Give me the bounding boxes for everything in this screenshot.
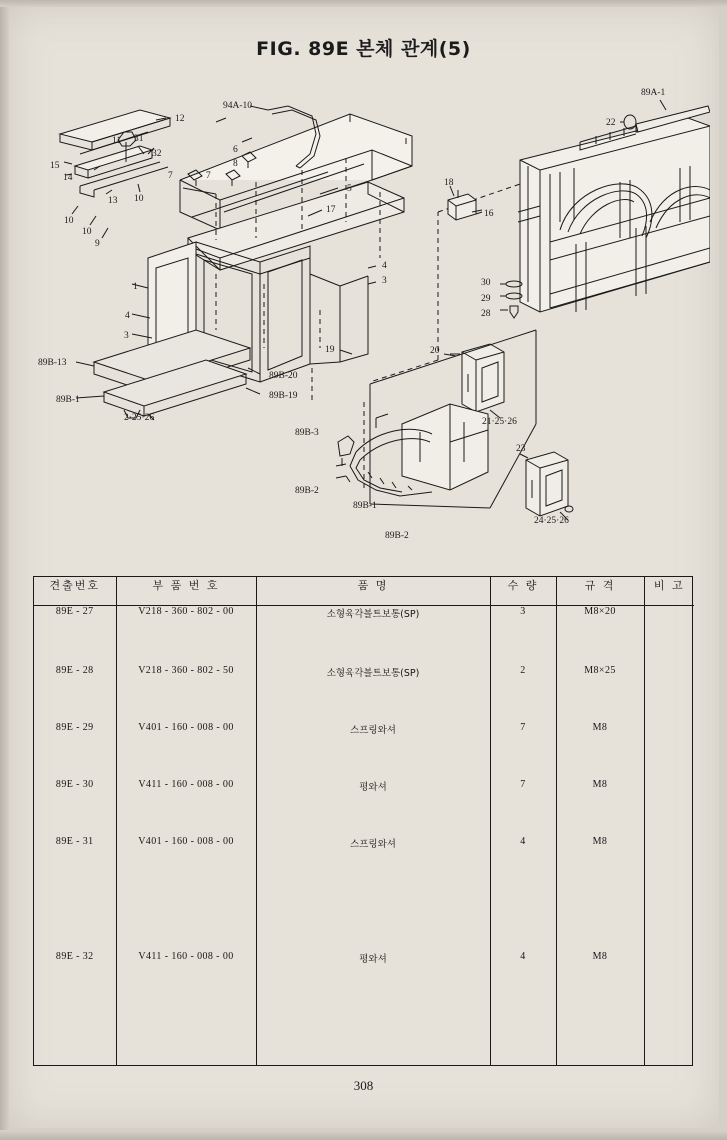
- callout-label: 11: [112, 136, 122, 146]
- cell-remark: [644, 836, 694, 893]
- callout-label: 10: [64, 216, 74, 226]
- cell-ref: [34, 893, 116, 950]
- table-row: [34, 836, 694, 893]
- cell-spec: [556, 893, 644, 950]
- callout-label: 89B-1: [353, 501, 377, 511]
- column-header-quantity: 수 량: [490, 577, 556, 606]
- callout-label: 10: [82, 227, 92, 237]
- cell-remark: [644, 722, 694, 779]
- callout-label: 8: [233, 159, 238, 169]
- callout-label: 89B-1: [56, 395, 80, 405]
- cell-name: [256, 893, 490, 950]
- callout-label: 24·25·26: [534, 516, 569, 526]
- callout-label: 19: [325, 345, 335, 355]
- callout-label: 89B-20: [269, 371, 298, 381]
- cell-quantity: 7: [490, 722, 556, 779]
- cell-ref: 89E - 32: [34, 951, 116, 1008]
- callout-label: 18: [444, 178, 454, 188]
- cell-quantity: 3: [490, 606, 556, 665]
- exploded-parts-diagram: [20, 62, 710, 552]
- table-row: [34, 951, 694, 1008]
- cell-remark: [644, 893, 694, 950]
- cell-name: 평와셔: [256, 779, 490, 836]
- cell-empty: [116, 1008, 256, 1065]
- callout-label: 3: [124, 331, 129, 341]
- callout-label: 2·25·26: [124, 413, 155, 423]
- parts-table-container: [33, 576, 693, 1066]
- table-row-filler: [34, 1008, 694, 1065]
- parts-table: [34, 577, 694, 1065]
- cell-spec: M8×25: [556, 665, 644, 722]
- cell-remark: [644, 779, 694, 836]
- table-row: [34, 779, 694, 836]
- callout-label: 89B-2: [385, 531, 409, 541]
- callout-label: 4: [125, 311, 130, 321]
- callout-label: 30: [481, 278, 491, 288]
- column-header-ref: 견출번호: [34, 577, 116, 606]
- cell-part-number: V218 - 360 - 802 - 00: [116, 606, 256, 665]
- table-row: [34, 665, 694, 722]
- cell-name: 스프링와셔: [256, 836, 490, 893]
- callout-label: 9: [95, 239, 100, 249]
- table-row: [34, 893, 694, 950]
- cell-ref: 89E - 30: [34, 779, 116, 836]
- cell-empty: [34, 1008, 116, 1065]
- column-header-remark: 비 고: [644, 577, 694, 606]
- callout-label: 31: [134, 134, 144, 144]
- cell-empty: [644, 1008, 694, 1065]
- cell-quantity: 4: [490, 951, 556, 1008]
- cell-remark: [644, 606, 694, 665]
- callout-label: 94A-10: [223, 101, 253, 111]
- cell-part-number: V401 - 160 - 008 - 00: [116, 836, 256, 893]
- callout-label: 32: [152, 149, 162, 159]
- cell-spec: M8: [556, 722, 644, 779]
- callout-label: 89B-3: [295, 428, 319, 438]
- page-number: 308: [353, 1078, 374, 1093]
- column-header-part-number: 부 품 번 호: [116, 577, 256, 606]
- cell-ref: 89E - 29: [34, 722, 116, 779]
- cell-name: 스프링와셔: [256, 722, 490, 779]
- cell-part-number: V411 - 160 - 008 - 00: [116, 951, 256, 1008]
- callout-label: 15: [50, 161, 60, 171]
- callout-label: 13: [108, 196, 118, 206]
- cell-name: 소형육각볼트보통(SP): [256, 665, 490, 722]
- table-row: [34, 722, 694, 779]
- cell-spec: M8: [556, 836, 644, 893]
- cell-part-number: V411 - 160 - 008 - 00: [116, 779, 256, 836]
- cell-ref: 89E - 27: [34, 606, 116, 665]
- callout-label: 10: [134, 194, 144, 204]
- callout-label: 22: [606, 118, 616, 128]
- callout-label: 89B-19: [269, 391, 298, 401]
- cell-quantity: 2: [490, 665, 556, 722]
- column-header-spec: 규 격: [556, 577, 644, 606]
- callout-label: 23: [516, 444, 526, 454]
- callout-label: 7: [168, 171, 173, 181]
- cell-remark: [644, 951, 694, 1008]
- figure-title: FIG. 89E 본체 관계(5): [256, 38, 471, 60]
- cell-part-number: V218 - 360 - 802 - 50: [116, 665, 256, 722]
- cell-spec: M8: [556, 779, 644, 836]
- callout-label: 21·25·26: [482, 417, 517, 427]
- page-edge-bottom: [0, 1130, 727, 1140]
- callout-label: 16: [484, 209, 494, 219]
- callout-label: 28: [481, 309, 491, 319]
- cell-spec: M8: [556, 951, 644, 1008]
- page-edge-top: [0, 0, 727, 7]
- callout-label: 12: [175, 114, 185, 124]
- callout-label: 89B-2: [295, 486, 319, 496]
- cell-quantity: [490, 893, 556, 950]
- cell-quantity: 7: [490, 779, 556, 836]
- cell-empty: [556, 1008, 644, 1065]
- callout-label: 17: [326, 205, 336, 215]
- callout-label: 6: [233, 145, 238, 155]
- callout-label: 29: [481, 294, 491, 304]
- cell-name: 소형육각볼트보통(SP): [256, 606, 490, 665]
- cell-ref: 89E - 28: [34, 665, 116, 722]
- diagram-linework: [20, 62, 710, 552]
- cell-name: 평와셔: [256, 951, 490, 1008]
- callout-label: 7: [206, 171, 211, 181]
- column-header-name: 품 명: [256, 577, 490, 606]
- cell-ref: 89E - 31: [34, 836, 116, 893]
- callout-label: 1: [133, 282, 138, 292]
- page-edge-left: [0, 0, 9, 1140]
- callout-label: 3: [382, 276, 387, 286]
- callout-label: 5: [347, 184, 352, 194]
- cell-empty: [490, 1008, 556, 1065]
- parts-table-body: [34, 606, 694, 1066]
- cell-quantity: 4: [490, 836, 556, 893]
- cell-spec: M8×20: [556, 606, 644, 665]
- callout-label: 89A-1: [641, 88, 666, 98]
- cell-remark: [644, 665, 694, 722]
- callout-label: 20: [430, 346, 440, 356]
- callout-label: 89B-13: [38, 358, 67, 368]
- callout-label: 4: [382, 261, 387, 271]
- cell-part-number: V401 - 160 - 008 - 00: [116, 722, 256, 779]
- cell-empty: [256, 1008, 490, 1065]
- table-row: [34, 606, 694, 665]
- callout-label: 14: [63, 173, 73, 183]
- cell-part-number: [116, 893, 256, 950]
- table-header-row: [34, 577, 694, 606]
